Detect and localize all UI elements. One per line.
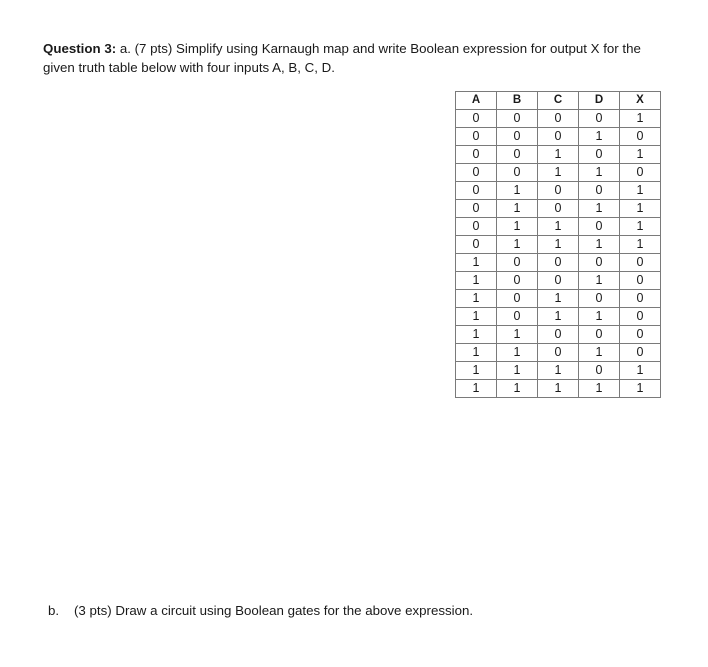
table-cell: 0 (579, 326, 620, 344)
table-cell: 1 (579, 308, 620, 326)
table-cell: 0 (620, 164, 661, 182)
table-cell: 0 (456, 146, 497, 164)
table-cell: 1 (620, 182, 661, 200)
header-c: C (538, 92, 579, 110)
table-cell: 0 (456, 200, 497, 218)
table-cell: 0 (620, 344, 661, 362)
table-cell: 0 (579, 110, 620, 128)
truth-table-body (456, 110, 661, 398)
table-cell: 0 (456, 236, 497, 254)
table-cell: 0 (579, 254, 620, 272)
table-cell: 1 (620, 110, 661, 128)
table-cell: 1 (538, 218, 579, 236)
table-cell: 1 (497, 200, 538, 218)
table-cell: 0 (538, 254, 579, 272)
table-cell: 0 (497, 164, 538, 182)
table-cell: 1 (456, 362, 497, 380)
table-row (456, 344, 661, 362)
table-cell: 0 (497, 308, 538, 326)
table-cell: 0 (538, 272, 579, 290)
table-row (456, 236, 661, 254)
table-cell: 1 (579, 380, 620, 398)
table-cell: 1 (620, 236, 661, 254)
table-cell: 0 (620, 326, 661, 344)
table-cell: 1 (497, 218, 538, 236)
table-cell: 1 (456, 344, 497, 362)
table-cell: 1 (456, 308, 497, 326)
table-cell: 0 (620, 290, 661, 308)
table-cell: 1 (538, 380, 579, 398)
table-cell: 0 (497, 254, 538, 272)
header-d: D (579, 92, 620, 110)
table-row (456, 128, 661, 146)
table-cell: 0 (538, 128, 579, 146)
table-cell: 0 (620, 128, 661, 146)
table-cell: 0 (620, 308, 661, 326)
table-cell: 1 (579, 272, 620, 290)
table-cell: 1 (497, 362, 538, 380)
truth-table (455, 91, 661, 398)
table-cell: 0 (456, 110, 497, 128)
table-cell: 1 (456, 254, 497, 272)
table-cell: 1 (497, 344, 538, 362)
question-label: Question 3: (43, 41, 117, 56)
table-cell: 1 (620, 362, 661, 380)
table-cell: 1 (620, 218, 661, 236)
question-text-line1: a. (7 pts) Simplify using Karnaugh map and write Boolean expression for output X for the (116, 41, 641, 56)
table-row (456, 308, 661, 326)
table-row (456, 254, 661, 272)
table-row (456, 272, 661, 290)
table-cell: 1 (538, 290, 579, 308)
table-cell: 0 (579, 362, 620, 380)
part-b-label: b. (48, 603, 60, 618)
table-cell: 0 (538, 344, 579, 362)
table-row (456, 110, 661, 128)
table-cell: 1 (620, 380, 661, 398)
table-cell: 1 (620, 146, 661, 164)
table-row (456, 380, 661, 398)
table-row (456, 218, 661, 236)
header-a: A (456, 92, 497, 110)
table-cell: 1 (497, 236, 538, 254)
table-cell: 1 (456, 326, 497, 344)
table-cell: 1 (497, 326, 538, 344)
table-cell: 1 (579, 236, 620, 254)
table-cell: 1 (538, 236, 579, 254)
table-cell: 1 (538, 362, 579, 380)
table-cell: 1 (579, 344, 620, 362)
table-cell: 1 (538, 146, 579, 164)
table-cell: 0 (456, 128, 497, 146)
table-cell: 1 (579, 128, 620, 146)
table-row (456, 290, 661, 308)
table-row (456, 164, 661, 182)
table-cell: 0 (538, 326, 579, 344)
table-cell: 0 (538, 200, 579, 218)
table-cell: 1 (620, 200, 661, 218)
table-cell: 0 (497, 110, 538, 128)
table-cell: 1 (497, 380, 538, 398)
table-row (456, 182, 661, 200)
table-cell: 0 (579, 290, 620, 308)
table-cell: 0 (538, 110, 579, 128)
table-cell: 1 (497, 182, 538, 200)
table-row (456, 146, 661, 164)
table-cell: 0 (620, 272, 661, 290)
table-cell: 1 (579, 164, 620, 182)
table-cell: 1 (456, 290, 497, 308)
table-cell: 0 (456, 164, 497, 182)
table-cell: 0 (497, 146, 538, 164)
table-cell: 0 (538, 182, 579, 200)
table-cell: 1 (538, 164, 579, 182)
table-cell: 0 (579, 182, 620, 200)
header-x: X (620, 92, 661, 110)
table-row (456, 326, 661, 344)
question-prompt (43, 39, 683, 77)
table-cell: 0 (456, 182, 497, 200)
table-cell: 0 (456, 218, 497, 236)
table-cell: 0 (579, 146, 620, 164)
table-cell: 1 (456, 380, 497, 398)
table-cell: 1 (579, 200, 620, 218)
table-cell: 0 (497, 290, 538, 308)
table-cell: 0 (497, 128, 538, 146)
part-b-text: (3 pts) Draw a circuit using Boolean gates for the above expression. (74, 603, 474, 618)
table-cell: 0 (497, 272, 538, 290)
table-cell: 0 (620, 254, 661, 272)
table-cell: 1 (456, 272, 497, 290)
part-b-prompt (48, 601, 473, 620)
table-cell: 1 (538, 308, 579, 326)
header-b: B (497, 92, 538, 110)
table-row (456, 200, 661, 218)
table-row (456, 362, 661, 380)
truth-table-header-row (456, 92, 661, 110)
question-text-line2: given truth table below with four inputs A, B, C, D. (43, 60, 335, 75)
table-cell: 0 (579, 218, 620, 236)
